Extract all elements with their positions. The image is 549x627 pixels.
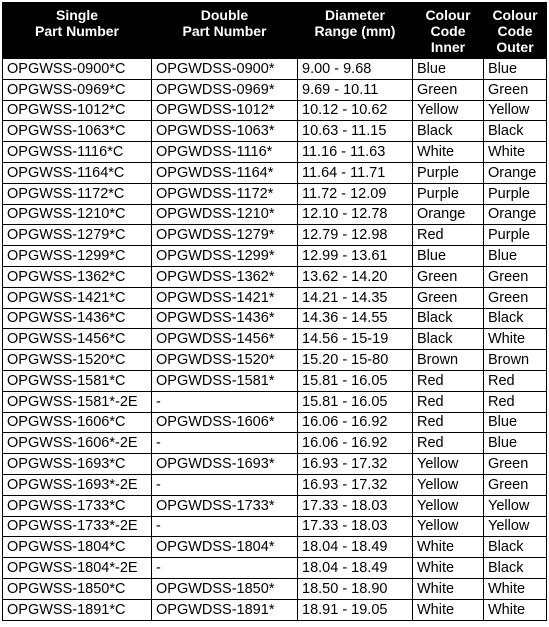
table-row xyxy=(3,495,547,516)
single-part-number-cell: OPGWSS-1164*C xyxy=(3,162,152,183)
colour-inner-cell: Black xyxy=(413,121,484,142)
single-part-number-cell: OPGWSS-1279*C xyxy=(3,225,152,246)
table-row xyxy=(3,142,547,163)
diameter-range-cell: 17.33 - 18.03 xyxy=(298,495,413,516)
colour-outer-cell: White xyxy=(484,578,547,599)
single-part-number-cell: OPGWSS-1581*C xyxy=(3,370,152,391)
diameter-range-cell: 16.06 - 16.92 xyxy=(298,412,413,433)
colour-outer-cell: White xyxy=(484,142,547,163)
diameter-range-cell: 15.20 - 15-80 xyxy=(298,350,413,371)
colour-outer-cell: Orange xyxy=(484,162,547,183)
diameter-range-cell: 14.36 - 14.55 xyxy=(298,308,413,329)
single-part-number-cell: OPGWSS-1581*-2E xyxy=(3,391,152,412)
single-part-number-cell: OPGWSS-1172*C xyxy=(3,183,152,204)
double-part-number-cell: OPGWDSS-0969* xyxy=(152,79,298,100)
single-part-number-cell: OPGWSS-1693*-2E xyxy=(3,474,152,495)
colour-inner-cell: Green xyxy=(413,79,484,100)
single-part-number-cell: OPGWSS-1891*C xyxy=(3,599,152,620)
double-part-number-cell: OPGWDSS-1164* xyxy=(152,162,298,183)
colour-inner-cell: Red xyxy=(413,433,484,454)
single-part-number-cell: OPGWSS-1606*C xyxy=(3,412,152,433)
header-diameter-range: Diameter Range (mm) xyxy=(298,3,413,59)
diameter-range-cell: 12.99 - 13.61 xyxy=(298,246,413,267)
diameter-range-cell: 11.16 - 11.63 xyxy=(298,142,413,163)
double-part-number-cell: - xyxy=(152,474,298,495)
diameter-range-cell: 16.06 - 16.92 xyxy=(298,433,413,454)
colour-outer-cell: White xyxy=(484,329,547,350)
colour-outer-cell: Yellow xyxy=(484,100,547,121)
colour-inner-cell: White xyxy=(413,578,484,599)
double-part-number-cell: OPGWDSS-1850* xyxy=(152,578,298,599)
colour-inner-cell: White xyxy=(413,537,484,558)
colour-inner-cell: Black xyxy=(413,329,484,350)
double-part-number-cell: OPGWDSS-1299* xyxy=(152,246,298,267)
double-part-number-cell: OPGWDSS-1210* xyxy=(152,204,298,225)
colour-inner-cell: Brown xyxy=(413,350,484,371)
single-part-number-cell: OPGWSS-1520*C xyxy=(3,350,152,371)
colour-outer-cell: White xyxy=(484,599,547,620)
diameter-range-cell: 12.79 - 12.98 xyxy=(298,225,413,246)
table-row xyxy=(3,391,547,412)
colour-inner-cell: White xyxy=(413,558,484,579)
colour-outer-cell: Black xyxy=(484,558,547,579)
colour-inner-cell: Yellow xyxy=(413,100,484,121)
colour-inner-cell: Blue xyxy=(413,59,484,80)
diameter-range-cell: 14.56 - 15-19 xyxy=(298,329,413,350)
header-double-part-number: Double Part Number xyxy=(152,3,298,59)
single-part-number-cell: OPGWSS-1210*C xyxy=(3,204,152,225)
single-part-number-cell: OPGWSS-1804*C xyxy=(3,537,152,558)
colour-inner-cell: Black xyxy=(413,308,484,329)
single-part-number-cell: OPGWSS-0900*C xyxy=(3,59,152,80)
double-part-number-cell: OPGWDSS-1581* xyxy=(152,370,298,391)
table-row xyxy=(3,599,547,620)
single-part-number-cell: OPGWSS-1063*C xyxy=(3,121,152,142)
colour-inner-cell: Yellow xyxy=(413,454,484,475)
single-part-number-cell: OPGWSS-1436*C xyxy=(3,308,152,329)
diameter-range-cell: 14.21 - 14.35 xyxy=(298,287,413,308)
table-row xyxy=(3,558,547,579)
diameter-range-cell: 18.04 - 18.49 xyxy=(298,558,413,579)
colour-outer-cell: Black xyxy=(484,308,547,329)
colour-inner-cell: Red xyxy=(413,225,484,246)
colour-inner-cell: Blue xyxy=(413,246,484,267)
double-part-number-cell: OPGWDSS-1693* xyxy=(152,454,298,475)
colour-outer-cell: Green xyxy=(484,454,547,475)
double-part-number-cell: OPGWDSS-1804* xyxy=(152,537,298,558)
single-part-number-cell: OPGWSS-1116*C xyxy=(3,142,152,163)
double-part-number-cell: OPGWDSS-0900* xyxy=(152,59,298,80)
diameter-range-cell: 12.10 - 12.78 xyxy=(298,204,413,225)
single-part-number-cell: OPGWSS-1362*C xyxy=(3,266,152,287)
single-part-number-cell: OPGWSS-1693*C xyxy=(3,454,152,475)
table-row xyxy=(3,287,547,308)
colour-outer-cell: Red xyxy=(484,391,547,412)
colour-inner-cell: Yellow xyxy=(413,516,484,537)
double-part-number-cell: - xyxy=(152,516,298,537)
diameter-range-cell: 18.50 - 18.90 xyxy=(298,578,413,599)
part-number-table xyxy=(2,2,547,621)
table-row xyxy=(3,578,547,599)
header-row xyxy=(3,3,547,59)
single-part-number-cell: OPGWSS-1733*-2E xyxy=(3,516,152,537)
diameter-range-cell: 10.12 - 10.62 xyxy=(298,100,413,121)
colour-outer-cell: Yellow xyxy=(484,516,547,537)
colour-inner-cell: White xyxy=(413,142,484,163)
colour-outer-cell: Green xyxy=(484,79,547,100)
table-row xyxy=(3,59,547,80)
table-row xyxy=(3,370,547,391)
single-part-number-cell: OPGWSS-1606*-2E xyxy=(3,433,152,454)
single-part-number-cell: OPGWSS-1012*C xyxy=(3,100,152,121)
diameter-range-cell: 18.91 - 19.05 xyxy=(298,599,413,620)
table-row xyxy=(3,225,547,246)
single-part-number-cell: OPGWSS-1850*C xyxy=(3,578,152,599)
colour-inner-cell: White xyxy=(413,599,484,620)
table-row xyxy=(3,454,547,475)
single-part-number-cell: OPGWSS-0969*C xyxy=(3,79,152,100)
diameter-range-cell: 16.93 - 17.32 xyxy=(298,474,413,495)
diameter-range-cell: 10.63 - 11.15 xyxy=(298,121,413,142)
table-row xyxy=(3,537,547,558)
single-part-number-cell: OPGWSS-1456*C xyxy=(3,329,152,350)
colour-outer-cell: Purple xyxy=(484,183,547,204)
single-part-number-cell: OPGWSS-1804*-2E xyxy=(3,558,152,579)
double-part-number-cell: - xyxy=(152,391,298,412)
double-part-number-cell: OPGWDSS-1362* xyxy=(152,266,298,287)
double-part-number-cell: OPGWDSS-1279* xyxy=(152,225,298,246)
double-part-number-cell: OPGWDSS-1436* xyxy=(152,308,298,329)
table-row xyxy=(3,79,547,100)
double-part-number-cell: OPGWDSS-1172* xyxy=(152,183,298,204)
double-part-number-cell: - xyxy=(152,558,298,579)
table-row xyxy=(3,121,547,142)
colour-outer-cell: Green xyxy=(484,266,547,287)
table-body xyxy=(3,59,547,621)
colour-inner-cell: Red xyxy=(413,370,484,391)
colour-inner-cell: Yellow xyxy=(413,495,484,516)
header-colour-code-inner: Colour Code Inner xyxy=(413,3,484,59)
table-row xyxy=(3,183,547,204)
single-part-number-cell: OPGWSS-1733*C xyxy=(3,495,152,516)
double-part-number-cell: OPGWDSS-1456* xyxy=(152,329,298,350)
double-part-number-cell: OPGWDSS-1733* xyxy=(152,495,298,516)
diameter-range-cell: 18.04 - 18.49 xyxy=(298,537,413,558)
table-row xyxy=(3,266,547,287)
diameter-range-cell: 9.69 - 10.11 xyxy=(298,79,413,100)
diameter-range-cell: 17.33 - 18.03 xyxy=(298,516,413,537)
single-part-number-cell: OPGWSS-1299*C xyxy=(3,246,152,267)
table-row xyxy=(3,412,547,433)
table-row xyxy=(3,246,547,267)
colour-outer-cell: Orange xyxy=(484,204,547,225)
colour-outer-cell: Black xyxy=(484,121,547,142)
table-row xyxy=(3,329,547,350)
colour-inner-cell: Yellow xyxy=(413,474,484,495)
colour-outer-cell: Red xyxy=(484,370,547,391)
table-row xyxy=(3,162,547,183)
colour-outer-cell: Purple xyxy=(484,225,547,246)
double-part-number-cell: - xyxy=(152,433,298,454)
table-row xyxy=(3,308,547,329)
table-row xyxy=(3,100,547,121)
colour-outer-cell: Brown xyxy=(484,350,547,371)
table-row xyxy=(3,516,547,537)
colour-outer-cell: Black xyxy=(484,537,547,558)
colour-inner-cell: Green xyxy=(413,266,484,287)
colour-inner-cell: Red xyxy=(413,412,484,433)
header-colour-code-outer: Colour Code Outer xyxy=(484,3,547,59)
colour-inner-cell: Red xyxy=(413,391,484,412)
diameter-range-cell: 15.81 - 16.05 xyxy=(298,391,413,412)
double-part-number-cell: OPGWDSS-1606* xyxy=(152,412,298,433)
colour-outer-cell: Green xyxy=(484,474,547,495)
diameter-range-cell: 15.81 - 16.05 xyxy=(298,370,413,391)
colour-outer-cell: Yellow xyxy=(484,495,547,516)
colour-outer-cell: Blue xyxy=(484,59,547,80)
colour-inner-cell: Purple xyxy=(413,162,484,183)
colour-inner-cell: Purple xyxy=(413,183,484,204)
double-part-number-cell: OPGWDSS-1891* xyxy=(152,599,298,620)
diameter-range-cell: 13.62 - 14.20 xyxy=(298,266,413,287)
colour-inner-cell: Orange xyxy=(413,204,484,225)
diameter-range-cell: 9.00 - 9.68 xyxy=(298,59,413,80)
double-part-number-cell: OPGWDSS-1063* xyxy=(152,121,298,142)
double-part-number-cell: OPGWDSS-1012* xyxy=(152,100,298,121)
table-header xyxy=(3,3,547,59)
double-part-number-cell: OPGWDSS-1421* xyxy=(152,287,298,308)
diameter-range-cell: 11.64 - 11.71 xyxy=(298,162,413,183)
header-single-part-number: Single Part Number xyxy=(3,3,152,59)
colour-outer-cell: Green xyxy=(484,287,547,308)
double-part-number-cell: OPGWDSS-1116* xyxy=(152,142,298,163)
diameter-range-cell: 16.93 - 17.32 xyxy=(298,454,413,475)
double-part-number-cell: OPGWDSS-1520* xyxy=(152,350,298,371)
single-part-number-cell: OPGWSS-1421*C xyxy=(3,287,152,308)
table-row xyxy=(3,474,547,495)
table-row xyxy=(3,433,547,454)
diameter-range-cell: 11.72 - 12.09 xyxy=(298,183,413,204)
colour-outer-cell: Blue xyxy=(484,433,547,454)
table-row xyxy=(3,350,547,371)
table-row xyxy=(3,204,547,225)
colour-outer-cell: Blue xyxy=(484,412,547,433)
colour-inner-cell: Green xyxy=(413,287,484,308)
colour-outer-cell: Blue xyxy=(484,246,547,267)
